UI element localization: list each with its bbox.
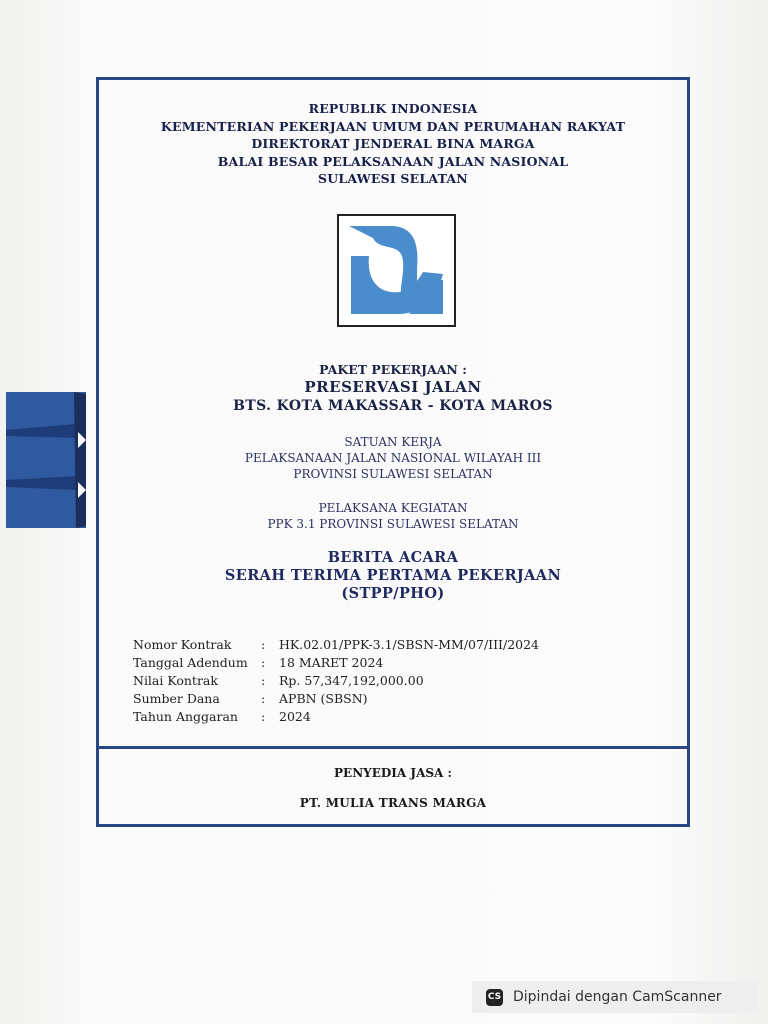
satker-line: PELAKSANAAN JALAN NASIONAL WILAYAH III — [244, 451, 542, 465]
camscanner-text: Dipindai dengan CamScanner — [513, 989, 722, 1005]
detail-label: Nomor Kontrak — [133, 637, 232, 652]
pelaksana-block — [99, 500, 687, 532]
logo-box — [337, 214, 456, 327]
detail-value: 18 MARET 2024 — [279, 655, 384, 670]
detail-row — [133, 654, 539, 672]
berita-line: SERAH TERIMA PERTAMA PEKERJAAN — [224, 567, 562, 584]
cover-frame — [96, 77, 690, 827]
penyedia-name: PT. MULIA TRANS MARGA — [299, 796, 487, 810]
satker-line: SATUAN KERJA — [344, 435, 442, 449]
detail-row — [133, 708, 539, 726]
camscanner-badge — [472, 981, 758, 1013]
camscanner-icon: CS — [486, 989, 503, 1006]
detail-colon: : — [261, 709, 266, 724]
detail-value: APBN (SBSN) — [279, 691, 368, 706]
detail-row — [133, 636, 539, 654]
contract-details — [133, 636, 539, 726]
paket-subtitle: BTS. KOTA MAKASSAR - KOTA MAROS — [233, 398, 553, 414]
header-line: KEMENTERIAN PEKERJAAN UMUM DAN PERUMAHAN RAKYAT — [160, 118, 626, 134]
penyedia-label: PENYEDIA JASA : — [334, 766, 452, 780]
detail-value: HK.02.01/PPK-3.1/SBSN-MM/07/III/2024 — [279, 637, 540, 652]
paket-title: PRESERVASI JALAN — [304, 378, 482, 396]
pelaksana-line: PELAKSANA KEGIATAN — [318, 501, 468, 515]
pupr-logo-icon — [339, 216, 454, 325]
header-line: SULAWESI SELATAN — [318, 171, 468, 186]
detail-colon: : — [261, 673, 266, 688]
berita-line: (STPP/PHO) — [341, 585, 445, 602]
header-line: REPUBLIK INDONESIA — [308, 101, 478, 116]
binder-clip-icon — [6, 392, 86, 528]
detail-value: Rp. 57,347,192,000.00 — [279, 673, 424, 688]
detail-colon: : — [261, 637, 266, 652]
berita-line: BERITA ACARA — [327, 549, 459, 566]
header-line: BALAI BESAR PELAKSANAAN JALAN NASIONAL — [217, 153, 569, 169]
detail-colon: : — [261, 655, 266, 670]
detail-label: Sumber Dana — [133, 691, 220, 706]
detail-value: 2024 — [279, 709, 311, 724]
paket-label: PAKET PEKERJAAN : — [319, 362, 467, 377]
berita-acara-title — [99, 549, 687, 603]
satker-line: PROVINSI SULAWESI SELATAN — [293, 467, 493, 481]
institution-header — [99, 100, 687, 188]
pelaksana-line: PPK 3.1 PROVINSI SULAWESI SELATAN — [267, 517, 519, 531]
header-line: DIREKTORAT JENDERAL BINA MARGA — [251, 136, 535, 151]
satuan-kerja-block — [99, 434, 687, 482]
detail-label: Nilai Kontrak — [133, 673, 218, 688]
detail-colon: : — [261, 691, 266, 706]
detail-label: Tahun Anggaran — [133, 709, 238, 724]
detail-row — [133, 672, 539, 690]
detail-row — [133, 690, 539, 708]
section-divider — [99, 746, 687, 749]
detail-label: Tanggal Adendum — [133, 655, 248, 670]
